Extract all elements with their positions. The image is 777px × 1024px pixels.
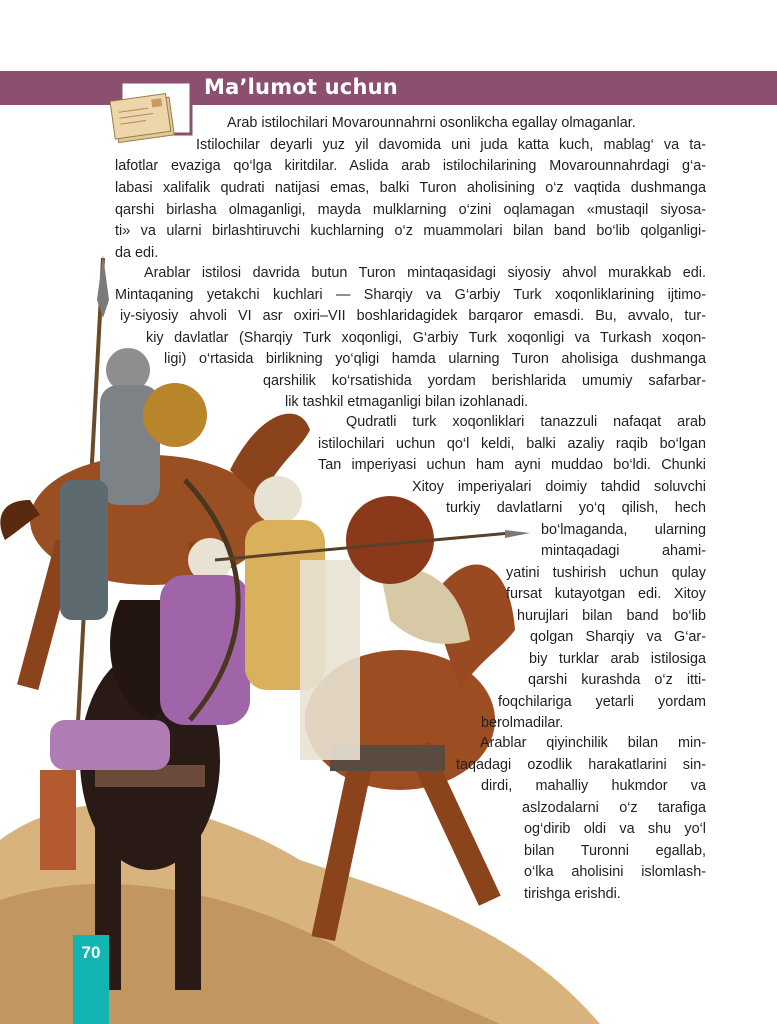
text-line: Qudratli turk xoqonliklari tanazzuli nafaqat arab xyxy=(346,414,706,430)
text-line: bo‘lmaganda, ularning xyxy=(541,522,706,538)
text-line: berolmadilar. xyxy=(481,715,564,731)
text-line: bilan Turonni egallab, xyxy=(524,843,706,859)
text-line: hurujlari bilan band bo‘lib xyxy=(517,608,706,624)
text-line: Istilochilar deyarli yuz yil davomida uni juda katta kuch, mablag‘ va ta- xyxy=(196,137,706,153)
text-line: labasi xalifalik qudrati natijasi emas, balki Turon aholisining o‘z vaqtida dushmanga xyxy=(115,180,706,196)
text-line: foqchilariga yetarli yordam xyxy=(498,694,706,710)
text-line: lafotlar evaziga qo‘lga kiritdilar. Aslida arab istilochilarining Movarounnahrdagi g‘a- xyxy=(115,158,706,174)
text-line: ligi) o‘rtasida birlikning yo‘qligi hamda ularning Turon aholisiga dushmanga xyxy=(164,351,706,367)
text-line: tirishga erishdi. xyxy=(524,886,621,902)
text-line: Mintaqaning yetakchi kuchlari — Sharqiy va G‘arbiy Turk xoqonliklarining ijtimo- xyxy=(115,287,706,303)
text-line: da edi. xyxy=(115,245,159,261)
envelope-stack-icon xyxy=(110,78,194,148)
text-line: Arablar istilosi davrida butun Turon mintaqasidagi siyosiy ahvol murakkab edi. xyxy=(144,265,706,281)
text-line: istilochilari uchun qo‘l keldi, balki azaliy raqib bo‘lgan xyxy=(318,436,706,452)
text-line: biy turklar arab istilosiga xyxy=(529,651,706,667)
text-line: lik tashkil etmaganligi bilan izohlanadi. xyxy=(285,394,529,410)
text-line: aslzodalarni o‘z tarafiga xyxy=(522,800,706,816)
text-line: qarshi birlasha olmaganligi, mayda mulklarning o‘zini oqlamagan «mustaqil siyosa- xyxy=(115,202,706,218)
text-line: qarshi kurashda o‘z itti- xyxy=(528,672,706,688)
text-line: mintaqadagi ahami- xyxy=(541,543,706,559)
text-line: taqadagi ozodlik harakatlarini sin- xyxy=(456,757,706,773)
section-title: Ma’lumot uchun xyxy=(204,75,398,99)
text-line: qarshilik ko‘rsatishida yordam berishlarida umumiy safarbar- xyxy=(263,373,706,389)
text-line: og‘dirib oldi va shu yo‘l xyxy=(524,821,706,837)
text-line: qolgan Sharqiy va G‘ar- xyxy=(530,629,706,645)
text-line: fursat kutayotgan edi. Xitoy xyxy=(506,586,706,602)
text-line: Xitoy imperiyalari doimiy tahdid soluvchi xyxy=(412,479,706,495)
text-line: yatini tushirish uchun qulay xyxy=(506,565,706,581)
text-line: turkiy davlatlarni yo‘q qilish, hech xyxy=(446,500,706,516)
text-line: dirdi, mahalliy hukmdor va xyxy=(481,778,706,794)
text-line: Arab istilochilari Movarounnahrni osonlikcha egallay olmaganlar. xyxy=(227,115,636,131)
text-line: ti» va ularni birlashtiruvchi kuchlarning o‘z muammolari bilan band bo‘lib qolganligi- xyxy=(115,223,706,239)
text-line: Arablar qiyinchilik bilan min- xyxy=(480,735,706,751)
text-line: o‘lka aholisini islomlash- xyxy=(524,864,706,880)
text-line: Tan imperiyasi uchun ham ayni muddao bo‘ldi. Chunki xyxy=(318,457,706,473)
text-line: iy-siyosiy ahvoli VI asr oxiri–VII boshlaridagidek barqaror emasdi. Bu, avvalo, tur- xyxy=(120,308,706,324)
text-line: kiy davlatlar (Sharqiy Turk xoqonligi, G‘arbiy Turk xoqonligi va Turkash xoqon- xyxy=(146,330,706,346)
page-number: 70 xyxy=(81,943,101,962)
